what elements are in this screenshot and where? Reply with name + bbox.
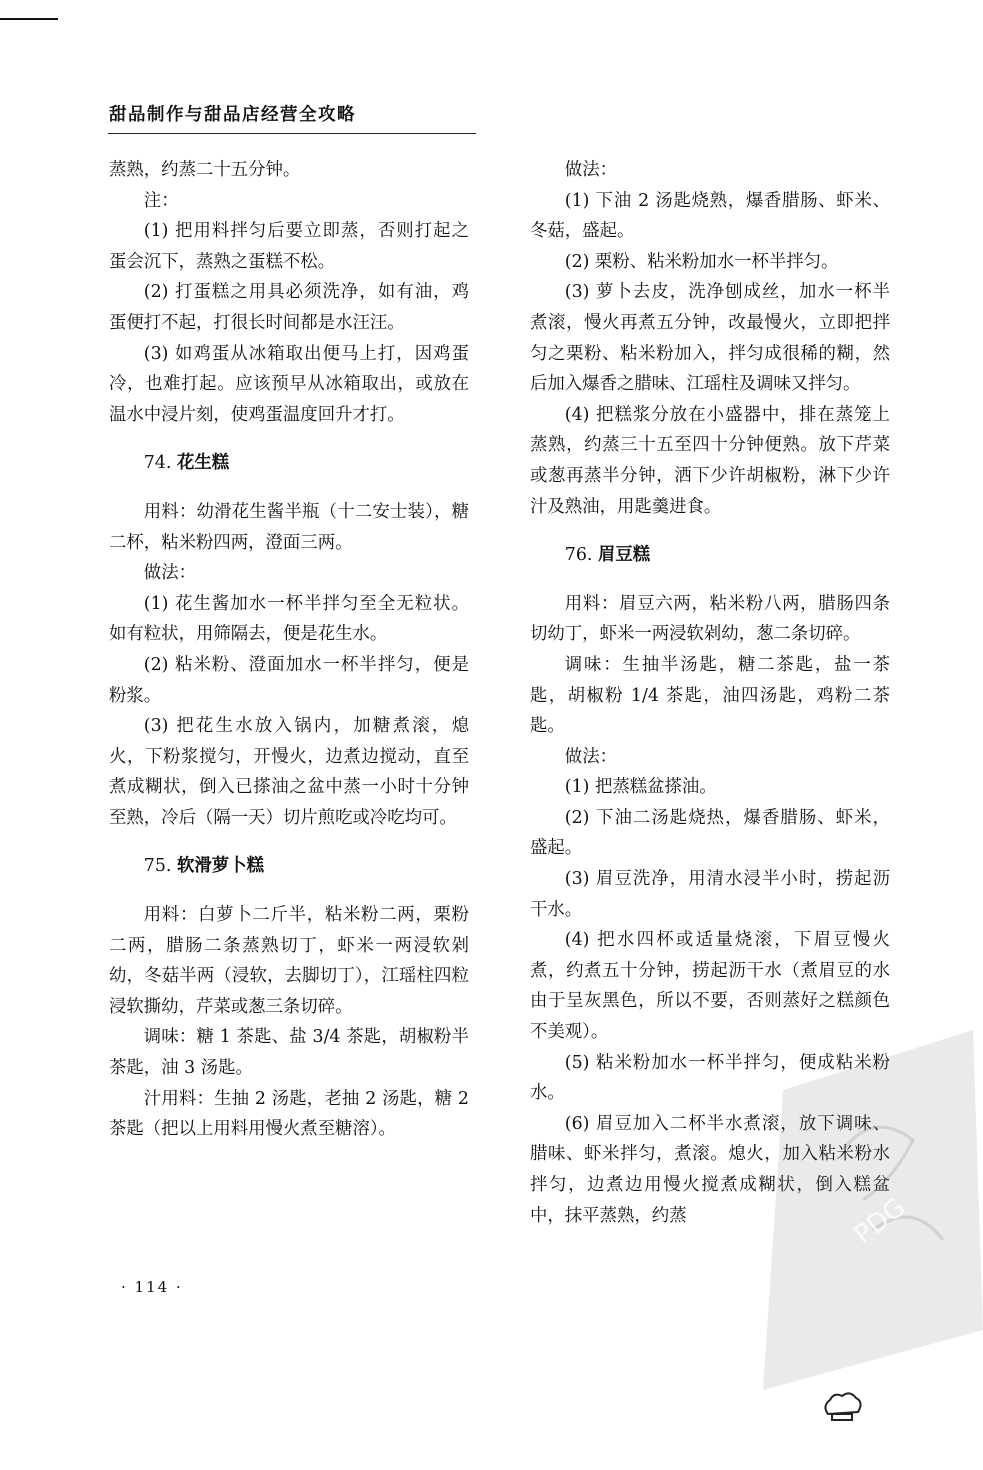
paragraph: (2) 打蛋糕之用具必须洗净，如有油，鸡蛋便打不起，打很长时间都是水汪汪。: [109, 282, 469, 333]
recipe-number: 76.: [564, 545, 593, 566]
page-number: · 114 ·: [121, 1278, 183, 1296]
paragraph: 用料：幼滑花生酱半瓶（十二安士装），糖二杯，粘米粉四两，澄面三两。: [109, 501, 469, 553]
section-spacer: [109, 833, 469, 851]
paragraph: 用料：眉豆六两，粘米粉八两，腊肠四条切幼丁，虾米一两浸软剁幼，葱二条切碎。: [530, 593, 890, 645]
paragraph: (1) 把蒸糕盆搽油。: [564, 777, 717, 798]
paragraph: (3) 把花生水放入锅内，加糖煮滚，熄火，下粉浆搅匀，开慢火，边煮边搅动，直至煮成糊状，倒入已搽油之盆中蒸一小时十分钟至熟，冷后（隔一天）切片煎吃或冷吃均可。: [109, 716, 469, 828]
paragraph: 调味：生抽半汤匙，糖二茶匙，盐一茶匙，胡椒粉 1/4 茶匙，油四汤匙，鸡粉二茶匙。: [530, 654, 890, 737]
recipe-title: 花生糕: [177, 453, 230, 474]
recipe-title: 软滑萝卜糕: [177, 856, 264, 877]
running-head: 甜品制作与甜品店经营全攻略: [109, 105, 356, 125]
recipe-heading: [109, 448, 469, 479]
subheading: 做法：: [564, 746, 617, 767]
paragraph: (4) 把水四杯或适量烧滚，下眉豆慢火煮，约煮五十分钟，捞起沥干水（煮眉豆的水由于呈灰黑色，所以不要，否则蒸好之糕颜色不美观）。: [530, 930, 890, 1043]
paragraph: (1) 花生酱加水一杯半拌匀至全无粒状。如有粒状，用筛隔去，便是花生水。: [109, 593, 469, 645]
section-spacer: [109, 430, 469, 448]
subheading: 注：: [143, 190, 179, 211]
chef-hat-icon: [820, 1390, 864, 1426]
right-column: [530, 155, 890, 1231]
paragraph: 蒸熟，约蒸二十五分钟。: [109, 160, 301, 180]
header-corner-line: [0, 18, 58, 20]
subheading: 做法：: [564, 160, 617, 180]
paragraph: (2) 粘米粉、澄面加水一杯半拌匀，便是粉浆。: [109, 654, 469, 706]
paragraph: 汁用料：生抽 2 汤匙，老抽 2 汤匙，糖 2 茶匙（把以上用料用慢火煮至糖溶）。: [109, 1088, 469, 1140]
watermark-text: PDG: [848, 1192, 912, 1251]
recipe-number: 75.: [143, 856, 172, 877]
paragraph: (2) 栗粉、粘米粉加水一杯半拌匀。: [564, 251, 839, 272]
section-spacer: [530, 522, 890, 540]
left-column: [109, 155, 469, 1145]
paragraph: 用料：白萝卜二斤半，粘米粉二两，栗粉二两，腊肠二条蒸熟切丁，虾米一两浸软剁幼，冬菇半两（浸软，去脚切丁），江瑶柱四粒浸软撕幼，芹菜或葱三条切碎。: [109, 905, 469, 1017]
paragraph: (3) 如鸡蛋从冰箱取出便马上打，因鸡蛋冷，也难打起。应该预早从冰箱取出，或放在温水中浸片刻，使鸡蛋温度回升才打。: [109, 343, 469, 425]
paragraph: (6) 眉豆加入二杯半水煮滚，放下调味、腊味、虾米拌匀，煮滚。熄火，加入粘米粉水拌匀，边煮边用慢火搅煮成糊状，倒入糕盆中，抹平蒸熟，约蒸: [530, 1113, 890, 1226]
recipe-heading: [109, 851, 469, 882]
recipe-number: 74.: [143, 453, 172, 474]
subheading: 做法：: [143, 563, 196, 584]
recipe-heading: [530, 540, 890, 571]
section-spacer: [109, 479, 469, 497]
paragraph: (3) 眉豆洗净，用清水浸半小时，捞起沥干水。: [530, 869, 890, 920]
paragraph: (5) 粘米粉加水一杯半拌匀，便成粘米粉水。: [530, 1052, 890, 1104]
section-spacer: [530, 571, 890, 589]
recipe-title: 眉豆糕: [598, 545, 651, 566]
paragraph: (4) 把糕浆分放在小盛器中，排在蒸笼上蒸熟，约蒸三十五至四十分钟便熟。放下芹菜或葱再蒸半分钟，洒下少许胡椒粉，淋下少许汁及熟油，用匙羹进食。: [530, 404, 890, 517]
paragraph: 调味：糖 1 茶匙、盐 3/4 茶匙，胡椒粉半茶匙，油 3 汤匙。: [109, 1027, 469, 1079]
paragraph: (1) 把用料拌匀后要立即蒸，否则打起之蛋会沉下，蒸熟之蛋糕不松。: [109, 221, 469, 272]
paragraph: (2) 下油二汤匙烧热，爆香腊肠、虾米，盛起。: [530, 807, 890, 859]
section-spacer: [109, 882, 469, 900]
header-rule: [108, 133, 476, 134]
paragraph: (1) 下油 2 汤匙烧熟，爆香腊肠、虾米、冬菇，盛起。: [530, 190, 890, 242]
paragraph: (3) 萝卜去皮，洗净刨成丝，加水一杯半煮滚，慢火再煮五分钟，改最慢火，立即把拌匀之栗粉、粘米粉加入，拌匀成很稀的糊，然后加入爆香之腊味、江瑶柱及调味又拌匀。: [530, 282, 890, 395]
